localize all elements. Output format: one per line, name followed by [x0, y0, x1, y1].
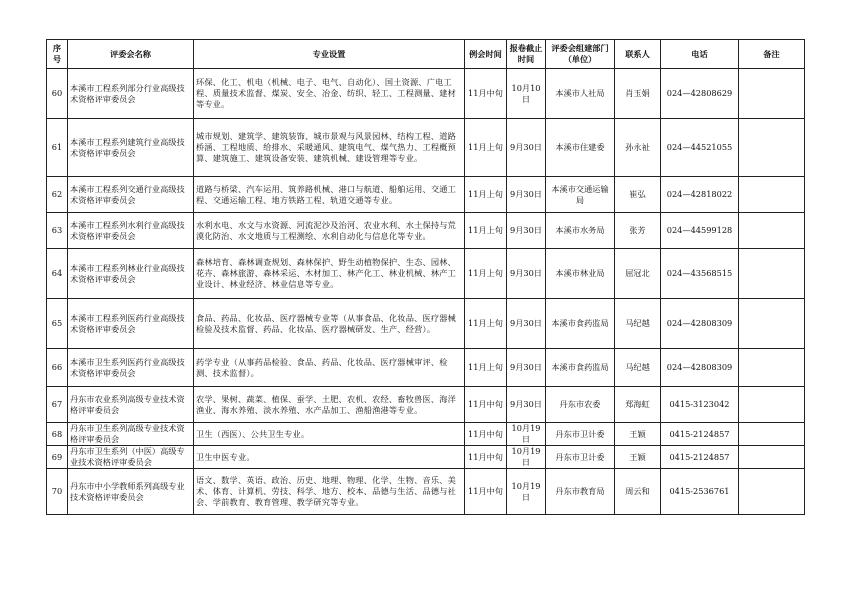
- table-row: [47, 387, 805, 423]
- row-seq: 70: [47, 469, 68, 515]
- row-note: [739, 446, 805, 469]
- row-note: [739, 119, 805, 177]
- row-seq: 69: [47, 446, 68, 469]
- row-contact: 孙永祉: [615, 119, 661, 177]
- row-name: 本溪市卫生系列医药行业高级技术资格评审委员会: [68, 349, 194, 387]
- row-dept: 丹东市农委: [546, 387, 615, 423]
- table-row: [47, 177, 805, 213]
- row-meeting: 11月中旬: [465, 469, 507, 515]
- header-dept: 评委会组建部门（单位）: [546, 40, 615, 69]
- row-name: 本溪市工程系列医药行业高级技术资格评审委员会: [68, 299, 194, 349]
- row-deadline: 10月10日: [507, 69, 546, 119]
- row-spec: 卫生中医专业。: [194, 446, 465, 469]
- row-contact: 屈冠北: [615, 249, 661, 299]
- row-name: 本溪市工程系列建筑行业高级技术资格评审委员会: [68, 119, 194, 177]
- table-row: [47, 69, 805, 119]
- row-meeting: 11月中旬: [465, 387, 507, 423]
- row-deadline: 9月30日: [507, 299, 546, 349]
- row-seq: 60: [47, 69, 68, 119]
- row-phone: 024—43568515: [661, 249, 739, 299]
- row-seq: 65: [47, 299, 68, 349]
- row-seq: 64: [47, 249, 68, 299]
- row-dept: 丹东市卫计委: [546, 446, 615, 469]
- row-meeting: 11月中旬: [465, 446, 507, 469]
- row-spec: 道路与桥梁、汽车运用、筑养路机械、港口与航道、船舶运用、交通工程、交通运输工程、地方铁路工程、轨道交通等专业。: [194, 177, 465, 213]
- row-note: [739, 423, 805, 446]
- row-contact: 周云和: [615, 469, 661, 515]
- row-contact: 郑海虹: [615, 387, 661, 423]
- row-seq: 66: [47, 349, 68, 387]
- header-deadline: 报卷截止时间: [507, 40, 546, 69]
- header-contact: 联系人: [615, 40, 661, 69]
- table-row: [47, 119, 805, 177]
- header-note: 备注: [739, 40, 805, 69]
- row-note: [739, 213, 805, 249]
- row-phone: 024—42808309: [661, 349, 739, 387]
- row-spec: 森林培育、森林调查规划、森林保护、野生动植物保护、生态、园林、花卉、森林旅游、森林采运、木材加工、林产化工、林业机械、林产工业设计、林业经济、林业信息等专业。: [194, 249, 465, 299]
- row-name: 本溪市工程系列林业行业高级技术资格评审委员会: [68, 249, 194, 299]
- row-contact: 肖玉娟: [615, 69, 661, 119]
- row-dept: 本溪市林业局: [546, 249, 615, 299]
- row-spec: 卫生（西医）、公共卫生专业。: [194, 423, 465, 446]
- row-seq: 63: [47, 213, 68, 249]
- row-name: 本溪市工程系列交通行业高级技术资格评审委员会: [68, 177, 194, 213]
- header-row: [47, 40, 805, 69]
- row-contact: 崔弘: [615, 177, 661, 213]
- row-spec: 水利水电、水文与水资源、河流泥沙及治河、农业水利、水土保持与荒漠化防治、水文地质与工程测绘、水利自动化与信息化等专业。: [194, 213, 465, 249]
- row-contact: 王颖: [615, 423, 661, 446]
- row-spec: 环保、化工、机电（机械、电子、电气、自动化）、国土资源、广电工程、质量技术监督、煤炭、安全、冶金、纺织、轻工、工程测量、建材等专业。: [194, 69, 465, 119]
- header-name: 评委会名称: [68, 40, 194, 69]
- row-name: 丹东市农业系列高级专业技术资格评审委员会: [68, 387, 194, 423]
- row-meeting: 11月上旬: [465, 249, 507, 299]
- table-row: [47, 249, 805, 299]
- row-meeting: 11月上旬: [465, 213, 507, 249]
- row-spec: 食品、药品、化妆品、医疗器械专业等（从事食品、化妆品、医疗器械检验及技术监督、药品、化妆品、医疗器械研发、生产、经营）。: [194, 299, 465, 349]
- row-dept: 本溪市食药监局: [546, 299, 615, 349]
- row-phone: 024—42808629: [661, 69, 739, 119]
- row-meeting: 11月中旬: [465, 423, 507, 446]
- row-deadline: 9月30日: [507, 349, 546, 387]
- row-name: 本溪市工程系列水利行业高级技术资格评审委员会: [68, 213, 194, 249]
- row-seq: 61: [47, 119, 68, 177]
- row-dept: 本溪市人社局: [546, 69, 615, 119]
- row-name: 丹东市卫生系列高级专业技术资格评审委员会: [68, 423, 194, 446]
- row-phone: 0415-3123042: [661, 387, 739, 423]
- row-note: [739, 387, 805, 423]
- row-meeting: 11月上旬: [465, 349, 507, 387]
- row-seq: 67: [47, 387, 68, 423]
- row-phone: 024—44521055: [661, 119, 739, 177]
- table-row: [47, 469, 805, 515]
- row-phone: 024—42818022: [661, 177, 739, 213]
- row-meeting: 11月上旬: [465, 299, 507, 349]
- row-spec: 语文、数学、英语、政治、历史、地理、物理、化学、生物、音乐、美术、体育、计算机、劳技、科学、地方、校本、品德与生活、品德与社会、学前教育、教育管理、教学研究等专业。: [194, 469, 465, 515]
- row-dept: 丹东市教育局: [546, 469, 615, 515]
- row-dept: 本溪市交通运输局: [546, 177, 615, 213]
- row-spec: 城市规划、建筑学、建筑装饰、城市景观与风景园林、结构工程、道路桥涵、工程地质、给排水、采暖通风、建筑电气、煤气热力、工程概预算、建筑施工、建筑设备安装、建筑机械、建设管理等专业。: [194, 119, 465, 177]
- row-note: [739, 249, 805, 299]
- row-name: 丹东市卫生系列（中医）高级专业技术资格评审委员会: [68, 446, 194, 469]
- row-note: [739, 299, 805, 349]
- row-deadline: 9月30日: [507, 177, 546, 213]
- table-row: [47, 446, 805, 469]
- row-name: 丹东市中小学教师系列高级专业技术资格评审委员会: [68, 469, 194, 515]
- row-seq: 68: [47, 423, 68, 446]
- row-dept: 本溪市食药监局: [546, 349, 615, 387]
- row-phone: 024—44599128: [661, 213, 739, 249]
- row-deadline: 9月30日: [507, 387, 546, 423]
- header-spec: 专业设置: [194, 40, 465, 69]
- row-deadline: 9月30日: [507, 213, 546, 249]
- row-deadline: 9月30日: [507, 249, 546, 299]
- row-contact: 王颖: [615, 446, 661, 469]
- table-row: [47, 213, 805, 249]
- header-seq: 序号: [47, 40, 68, 69]
- row-dept: 本溪市住建委: [546, 119, 615, 177]
- table-row: [47, 349, 805, 387]
- row-meeting: 11月上旬: [465, 177, 507, 213]
- row-dept: 丹东市卫计委: [546, 423, 615, 446]
- row-contact: 张芳: [615, 213, 661, 249]
- header-meeting: 例会时间: [465, 40, 507, 69]
- row-deadline: 10月19日: [507, 469, 546, 515]
- row-meeting: 11月中旬: [465, 69, 507, 119]
- row-name: 本溪市工程系列部分行业高级技术资格评审委员会: [68, 69, 194, 119]
- table-row: [47, 423, 805, 446]
- row-phone: 0415-2124857: [661, 423, 739, 446]
- row-deadline: 9月30日: [507, 119, 546, 177]
- table-row: [47, 299, 805, 349]
- row-spec: 农学、果树、蔬菜、植保、蚕学、土肥、农机、农经、畜牧兽医、海洋渔业、海水养殖、淡水养殖、水产品加工、渔船渔港等专业。: [194, 387, 465, 423]
- row-phone: 0415-2536761: [661, 469, 739, 515]
- row-phone: 024—42808309: [661, 299, 739, 349]
- row-note: [739, 349, 805, 387]
- row-deadline: 10月19日: [507, 446, 546, 469]
- row-dept: 本溪市水务局: [546, 213, 615, 249]
- row-contact: 马纪越: [615, 349, 661, 387]
- row-meeting: 11月上旬: [465, 119, 507, 177]
- row-spec: 药学专业（从事药品检验、食品、药品、化妆品、医疗器械审评、检测、技术监督）。: [194, 349, 465, 387]
- committee-table: [46, 39, 805, 515]
- row-note: [739, 177, 805, 213]
- row-note: [739, 469, 805, 515]
- row-contact: 马纪越: [615, 299, 661, 349]
- row-note: [739, 69, 805, 119]
- row-seq: 62: [47, 177, 68, 213]
- row-phone: 0415-2124857: [661, 446, 739, 469]
- row-deadline: 10月19日: [507, 423, 546, 446]
- header-phone: 电话: [661, 40, 739, 69]
